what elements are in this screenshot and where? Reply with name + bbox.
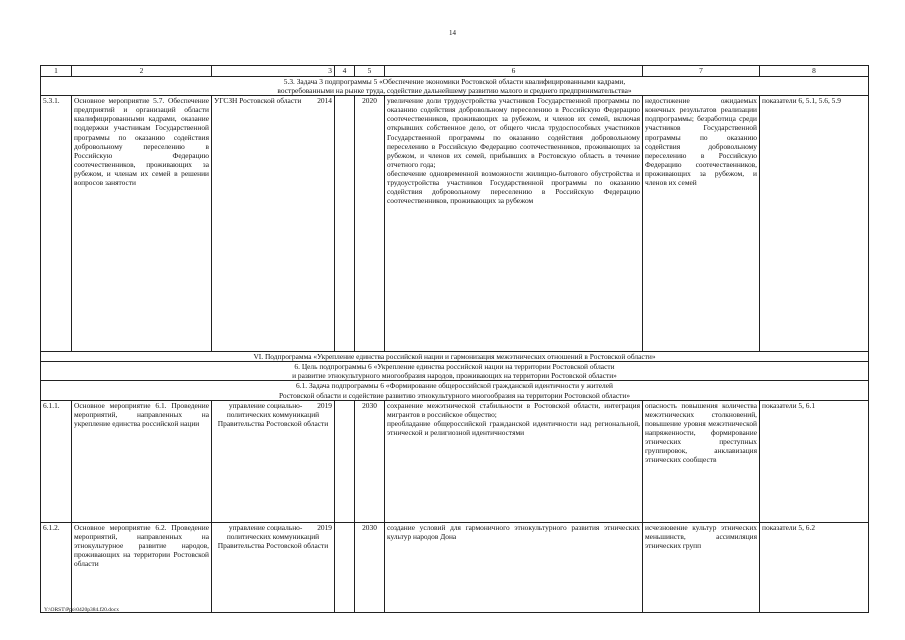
responsible-name: управление социально-политических коммуникаций Правительства Ростовской области: [217, 400, 329, 428]
end-year: 2030: [355, 400, 385, 522]
subprogram-6-task-row: [41, 381, 869, 400]
non-implementation-consequences: недостижение ожидаемых конечных результатов реализации подпрограммы; безработица среди участников Государственной программы по оказанию содействия добровольному переселению в Российскую Федерацию соотечественников, проживающих за рубежом, и членов их семей: [643, 96, 760, 352]
measure-name: Основное мероприятие 6.1. Проведение мероприятий, направленных на укрепление единства российской нации: [72, 400, 212, 522]
expected-result: сохранение межэтнической стабильности в Ростовской области, интеграция мигрантов в российское общество; преобладание общероссийской гражданской идентичности над региональной, этнической и религиозной идентичностями: [385, 400, 643, 522]
column-number: 8: [760, 66, 869, 77]
empty-cell: [335, 96, 355, 352]
column-number: 5: [355, 66, 385, 77]
page-number: 14: [449, 29, 456, 37]
end-year: 2030: [355, 522, 385, 612]
linked-indicators: показатели 5, 6.1: [760, 400, 869, 522]
column-number-row: [41, 66, 869, 77]
file-path-footer: Y:\ORST\Ppo\0420p384.f20.docx: [44, 607, 119, 613]
subprogram-6-title: VI. Подпрограмма «Укрепление единства российской нации и гармонизация межэтнических отношений в Ростовской области»: [41, 352, 869, 362]
end-year: 2020: [355, 96, 385, 352]
non-implementation-consequences: опасность повышения количества межэтнических столкновений, повышение уровня межэтнической напряженности, формирование этнических преступных группировок, анклавизация этнических сообществ: [643, 400, 760, 522]
empty-cell: [335, 400, 355, 522]
subprogram-6-title-row: [41, 352, 869, 362]
task-5-3-row: [41, 77, 869, 96]
start-year-inline: 2019: [317, 522, 332, 532]
start-year-inline: 2019: [317, 400, 332, 410]
table-row: [41, 522, 869, 612]
expected-result: увеличение доли трудоустройства участников Государственной программы по оказанию содействия добровольному переселению в Российскую Федерацию соотечественников, проживающих за рубежом, и членов их семей, включая открывших собственное дело, от общего числа трудоспособных участников Государственной программы по оказанию содействия добровольному переселению в Российскую Федерацию соотечественников, проживающих за рубежом, и членов их семей, прибывших в Ростовскую область в течение отчетного года; обеспечение одновременной возможности жилищно-бытового обустройства и трудоустройства участников Государственной программы по оказанию содействия добровольному переселению в Российскую Федерацию соотечественников, проживающих за рубежом: [385, 96, 643, 352]
program-table: [40, 65, 869, 613]
subprogram-6-goal-row: [41, 362, 869, 381]
column-number: 4: [335, 66, 355, 77]
row-number: 6.1.2.: [41, 522, 72, 612]
column-number: 7: [643, 66, 760, 77]
responsible-name: управление социально-политических коммуникаций Правительства Ростовской области: [217, 522, 329, 550]
column-number: 2: [72, 66, 212, 77]
column-number: 1: [41, 66, 72, 77]
subprogram-6-goal: 6. Цель подпрограммы 6 «Укрепление единства российской нации на территории Ростовской области и развитие этнокультурного многообразия народов, проживающих на территории Ростовской области»: [41, 362, 869, 381]
non-implementation-consequences: исчезновение культур этнических меньшинств, ассимиляция этнических групп: [643, 522, 760, 612]
expected-result: создание условий для гармоничного этнокультурного развития этнических культур народов Дона: [385, 522, 643, 612]
responsible-executor: [212, 522, 335, 612]
table-row: [41, 96, 869, 352]
responsible-executor: [212, 400, 335, 522]
measure-name: Основное мероприятие 5.7. Обеспечение предприятий и организаций области квалифицированными кадрами, оказание поддержки участникам Государственной программы по оказанию содействия добровольному переселению в Российскую Федерацию соотечественников, проживающих за рубежом, и членам их семей в решении вопросов занятости: [72, 96, 212, 352]
linked-indicators: показатели 5, 6.2: [760, 522, 869, 612]
measure-name: Основное мероприятие 6.2. Проведение мероприятий, направленных на этнокультурное развитие народов, проживающих на территории Ростовской области: [72, 522, 212, 612]
linked-indicators: показатели 6, 5.1, 5.6, 5.9: [760, 96, 869, 352]
column-number: 6: [385, 66, 643, 77]
responsible-executor: [212, 96, 335, 352]
row-number: 6.1.1.: [41, 400, 72, 522]
empty-cell: [335, 522, 355, 612]
table-row: [41, 400, 869, 522]
task-5-3-title: 5.3. Задача 3 подпрограммы 5 «Обеспечение экономики Ростовской области квалифицированными кадрами, востребованными на рынке труда, содействие дальнейшему развитию малого и среднего предпринимательства»: [41, 77, 869, 96]
row-number: 5.3.1.: [41, 96, 72, 352]
start-year-inline: 2014: [317, 96, 332, 106]
column-number: 3: [212, 66, 335, 77]
subprogram-6-task: 6.1. Задача подпрограммы 6 «Формирование общероссийской гражданской идентичности у жителей Ростовской области и содействие развитию этнокультурного многообразия на территории Ростовской области»: [41, 381, 869, 400]
responsible-name: УГСЗН Ростовской области: [214, 96, 302, 106]
